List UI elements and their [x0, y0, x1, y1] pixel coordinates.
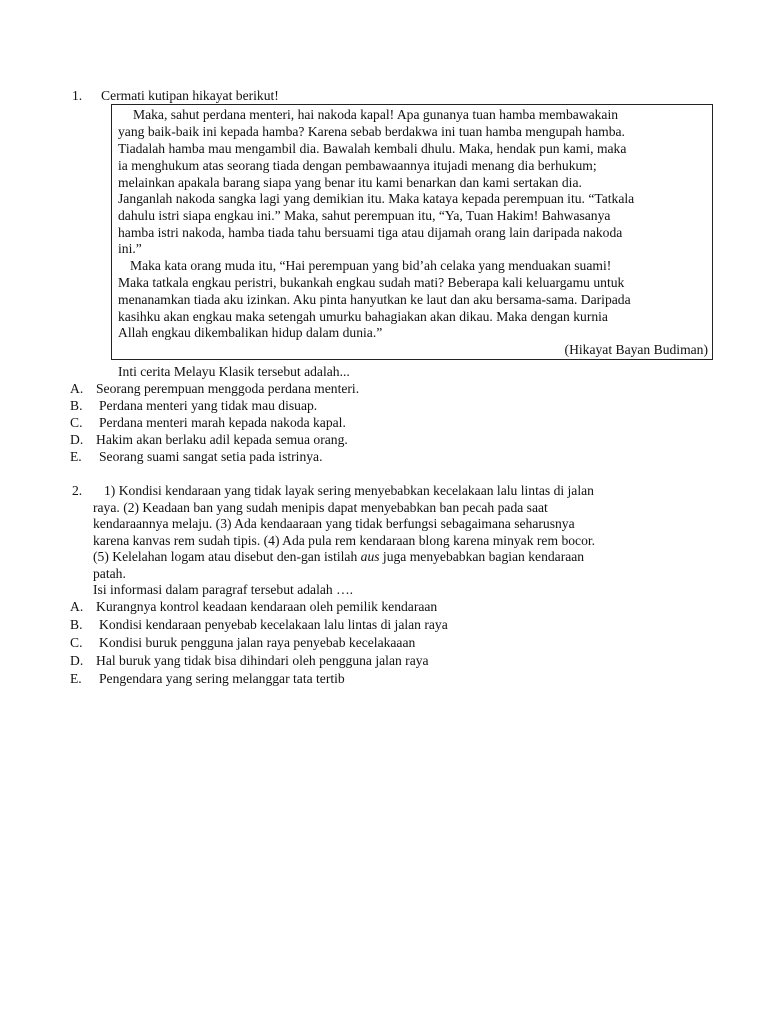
question-2-line-text: juga menyebabkan bagian kendaraan: [379, 549, 585, 564]
option-text: Kondisi kendaraan penyebab kecelakaan lalu lintas di jalan raya: [99, 617, 448, 632]
option-text: Perdana menteri marah kepada nakoda kapal.: [99, 415, 346, 430]
option-text: Seorang suami sangat setia pada istrinya.: [99, 449, 323, 464]
option-letter: D.: [70, 653, 84, 668]
passage-line: Maka kata orang muda itu, “Hai perempuan yang bid’ah celaka yang menduakan suami!: [130, 258, 612, 273]
passage-source: (Hikayat Bayan Budiman): [564, 342, 708, 357]
option-letter: E.: [70, 449, 82, 464]
passage-line: hamba istri nakoda, hamba tiada tahu bersuami tiga atau dijamah orang lain daripada nakoda: [118, 225, 623, 240]
option-letter: C.: [70, 635, 83, 650]
option-letter: D.: [70, 432, 84, 447]
option-letter: B.: [70, 398, 83, 413]
option-text: Pengendara yang sering melanggar tata tertib: [99, 671, 345, 686]
passage-line: Maka tatkala engkau peristri, bukankah engkau sudah mati? Beberapa kali keluargamu untuk: [118, 275, 625, 290]
passage-line: yang baik-baik ini kepada hamba? Karena sebab berdakwa ini tuan hamba mengupah hamba.: [118, 124, 625, 139]
question-2-number: 2.: [72, 483, 83, 498]
question-2-line: raya. (2) Keadaan ban yang sudah menipis dapat menyebabkan ban pecah pada saat: [93, 500, 548, 515]
passage-line: ia menghukum atas seorang tiada dengan pembawaannya itujadi menang dia berhukum;: [118, 158, 597, 173]
option-text: Kondisi buruk pengguna jalan raya penyebab kecelakaaan: [99, 635, 416, 650]
option-text: Hakim akan berlaku adil kepada semua orang.: [96, 432, 348, 447]
passage-line: Janganlah nakoda sangka lagi yang demikian itu. Maka kataya kepada perempuan itu. “Tatkala: [118, 191, 635, 206]
question-2-line: [93, 548, 584, 565]
passage-line: ini.”: [118, 241, 142, 256]
option-letter: B.: [70, 617, 83, 632]
question-1-instruction: Cermati kutipan hikayat berikut!: [101, 88, 279, 103]
question-2-line-text: (5) Kelelahan logam atau disebut den-gan istilah: [93, 549, 361, 564]
question-1-number: 1.: [72, 88, 83, 103]
question-1-prompt: Inti cerita Melayu Klasik tersebut adalah...: [118, 364, 350, 379]
option-letter: E.: [70, 671, 82, 686]
passage-line: melainkan apakala barang siapa yang benar itu kami benarkan dan kami sertakan dia.: [118, 175, 582, 190]
option-text: Seorang perempuan menggoda perdana menteri.: [96, 381, 360, 396]
passage-line: dahulu istri siapa engkau ini.” Maka, sahut perempuan itu, “Ya, Tuan Hakim! Bahwasanya: [118, 208, 611, 223]
question-2-line: karena kanvas rem sudah tipis. (4) Ada pula rem kendaraan blong karena minyak rem bocor.: [93, 533, 596, 548]
passage-line: Allah engkau dikembalikan hidup dalam dunia.”: [118, 325, 383, 340]
question-2-line: kendaraannya melaju. (3) Ada kendaaraan yang tidak berfungsi sebagaimana seharusnya: [93, 516, 575, 531]
term-aus: aus: [360, 549, 380, 564]
question-2-line: patah.: [93, 566, 126, 581]
question-2-prompt: Isi informasi dalam paragraf tersebut adalah ….: [93, 582, 354, 597]
question-2-line: 1) Kondisi kendaraan yang tidak layak sering menyebabkan kecelakaan lalu lintas di jalan: [104, 483, 594, 498]
passage-line: menanamkan tiada aku izinkan. Aku pinta hanyutkan ke laut dan aku bersama-sama. Daripada: [118, 292, 631, 307]
passage-line: kasihku akan engkau maka setengah umurku bahagiakan akan dikau. Maka dengan kurnia: [118, 309, 608, 324]
option-letter: C.: [70, 415, 83, 430]
option-text: Perdana menteri yang tidak mau disuap.: [99, 398, 318, 413]
passage-line: Maka, sahut perdana menteri, hai nakoda kapal! Apa gunanya tuan hamba membawakain: [133, 107, 619, 122]
option-letter: A.: [70, 381, 84, 396]
option-text: Hal buruk yang tidak bisa dihindari oleh pengguna jalan raya: [96, 653, 429, 668]
option-text: Kurangnya kontrol keadaan kendaraan oleh pemilik kendaraan: [96, 599, 438, 614]
passage-line: Tiadalah hamba mau mengambil dia. Bawalah kembali dhulu. Maka, hendak pun kami, maka: [118, 141, 627, 156]
option-letter: A.: [70, 599, 84, 614]
